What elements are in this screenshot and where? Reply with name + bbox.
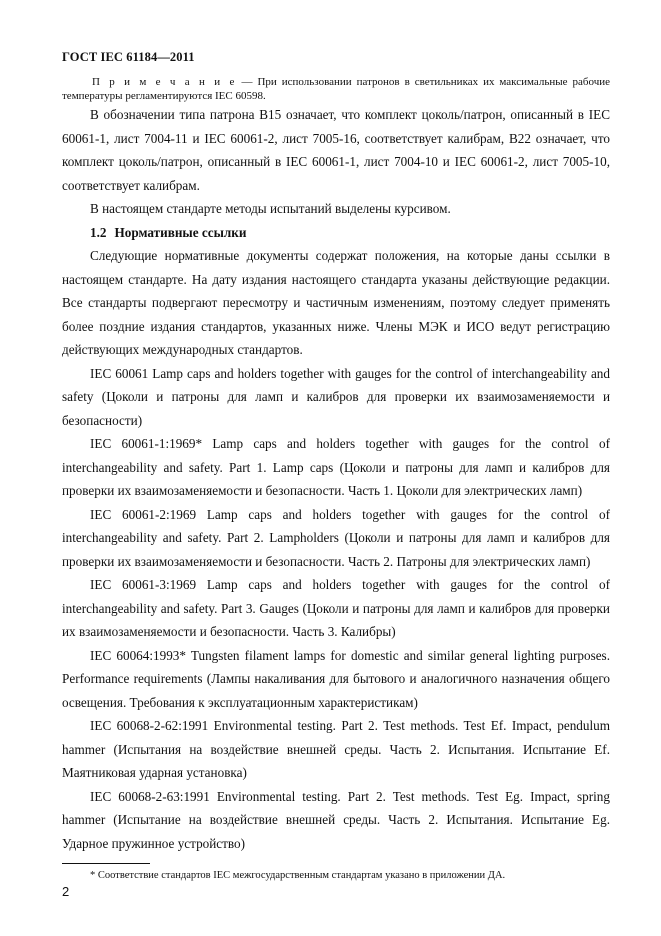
reference-item: IEC 60061-2:1969 Lamp caps and holders together with gauges for the control of interchangeability and safety. Part 2. Lampholders (Цоколи и патроны для ламп и калибров для проверки их взаимозаменяемости и безопасности. Часть 2. Патроны для электрических ламп) [62, 506, 610, 569]
section-intro: Следующие нормативные документы содержат положения, на которые даны ссылки в настоящем стандарте. На дату издания настоящего стандарта указаны действующие редакции. Все стандарты подвергают пересмотру и частичным изменениям, поэтому следует применять более поздние издания стандартов, указанных ниже. Члены МЭК и ИСО ведут регистрацию действующих международных стандартов. [62, 248, 610, 357]
reference-item: IEC 60064:1993* Tungsten filament lamps for domestic and similar general lighting purposes. Performance requirements (Лампы накаливания для бытового и аналогичного назначения общего освещения. Требования к эксплуатационным характеристикам) [62, 647, 610, 710]
reference-item: IEC 60061 Lamp caps and holders together with gauges for the control of interchangeability and safety (Цоколи и патроны для ламп и калибров для проверки их взаимозаменяемости и безопасности) [62, 365, 610, 428]
note-text: — При использовании патронов в светильниках их максимальные рабочие температуры регламентируются IEC 60598. [62, 76, 610, 102]
document-header: ГОСТ IEC 61184—2011 [62, 50, 195, 64]
note-label: П р и м е ч а н и е [92, 76, 237, 88]
section-title: Нормативные ссылки [114, 224, 247, 240]
page-number: 2 [62, 884, 70, 899]
paragraph-italic-methods: В настоящем стандарте методы испытаний выделены курсивом. [90, 201, 451, 216]
reference-item: IEC 60061-3:1969 Lamp caps and holders together with gauges for the control of interchangeability and safety. Part 3. Gauges (Цоколи и патроны для ламп и калибров для проверки их взаимозаменяемости и безопасности. Часть 3. Калибры) [62, 577, 610, 639]
paragraph-cap-designation: В обозначении типа патрона B15 означает, что комплект цоколь/патрон, описанный в IEC 60061-1, лист 7004-11 и IEC 60061-2, лист 7005-16, соответствует калибрам, B22 означает, что комплект цоколь/патрон, описанный в IEC 60061-1, лист 7004-10 и IEC 60061-2, лист 7005-10, соответствует калибрам. [62, 107, 610, 193]
reference-item: IEC 60068-2-63:1991 Environmental testing. Part 2. Test methods. Test Eg. Impact, spring hammer (Испытание на воздействие внешней среды. Часть 2. Испытания. Испытание Eg. Ударное пружинное устройство) [62, 788, 610, 851]
document-page [62, 50, 610, 882]
section-number: 1.2 [90, 224, 107, 240]
note-paragraph [62, 76, 610, 103]
footnote-divider [62, 863, 150, 864]
reference-item: IEC 60068-2-62:1991 Environmental testing. Part 2. Test methods. Test Ef. Impact, pendulum hammer (Испытания на воздействие внешней среды. Часть 2. Испытания. Испытание Ef. Маятниковая ударная установка) [62, 718, 610, 780]
reference-item: IEC 60061-1:1969* Lamp caps and holders together with gauges for the control of interchangeability and safety. Part 1. Lamp caps (Цоколи и патроны для ламп и калибров для проверки их взаимозаменяемости и безопасности. Часть 1. Цоколи для электрических ламп) [62, 436, 610, 498]
footnote: * Соответствие стандартов IEC межгосударственным стандартам указано в приложении ДА. [90, 870, 506, 881]
section-heading [62, 221, 610, 245]
